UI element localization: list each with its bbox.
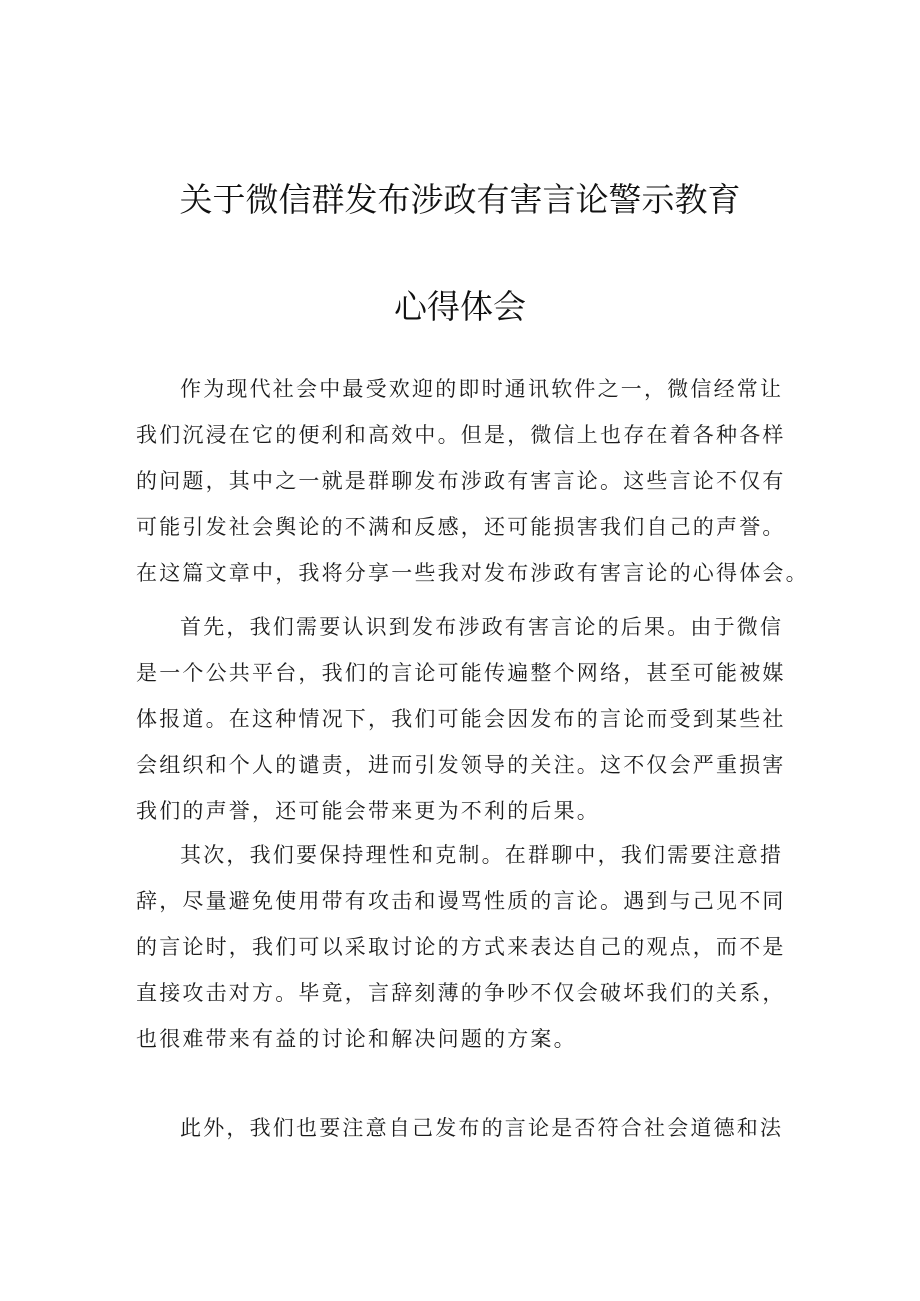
paragraph-line: 辞，尽量避免使用带有攻击和谩骂性质的言论。遇到与己见不同	[136, 889, 786, 913]
paragraph-line: 在这篇文章中，我将分享一些我对发布涉政有害言论的心得体会。	[136, 561, 809, 585]
paragraph-line: 此外，我们也要注意自己发布的言论是否符合社会道德和法	[180, 1116, 784, 1140]
paragraph-line: 我们沉浸在它的便利和高效中。但是，微信上也存在着各种各样	[136, 423, 786, 447]
paragraph-line: 其次，我们要保持理性和克制。在群聊中，我们需要注意措	[180, 843, 784, 867]
document-title-line-2: 心得体会	[394, 287, 526, 326]
paragraph-line: 体报道。在这种情况下，我们可能会因发布的言论而受到某些社	[136, 707, 786, 731]
paragraph-line: 我们的声誉，还可能会带来更为不利的后果。	[136, 799, 600, 823]
paragraph-line: 可能引发社会舆论的不满和反感，还可能损害我们自己的声誉。	[136, 515, 786, 539]
paragraph-line: 首先，我们需要认识到发布涉政有害言论的后果。由于微信	[180, 615, 784, 639]
paragraph-4	[136, 1105, 788, 1151]
paragraph-line: 会组织和个人的谴责，进而引发领导的关注。这不仅会严重损害	[136, 753, 786, 777]
document-title-line-1: 关于微信群发布涉政有害言论警示教育	[179, 180, 741, 219]
paragraph-1	[136, 366, 809, 596]
paragraph-line: 也很难带来有益的讨论和解决问题的方案。	[136, 1027, 577, 1051]
paragraph-line: 的问题，其中之一就是群聊发布涉政有害言论。这些言论不仅有	[136, 469, 786, 493]
paragraph-line: 是一个公共平台，我们的言论可能传遍整个网络，甚至可能被媒	[136, 661, 786, 685]
paragraph-3	[136, 832, 788, 1062]
paragraph-line: 直接攻击对方。毕竟，言辞刻薄的争吵不仅会破坏我们的关系，	[136, 981, 786, 1005]
paragraph-line: 的言论时，我们可以采取讨论的方式来表达自己的观点，而不是	[136, 935, 786, 959]
paragraph-2	[136, 604, 788, 834]
paragraph-line: 作为现代社会中最受欢迎的即时通讯软件之一，微信经常让	[180, 377, 784, 401]
